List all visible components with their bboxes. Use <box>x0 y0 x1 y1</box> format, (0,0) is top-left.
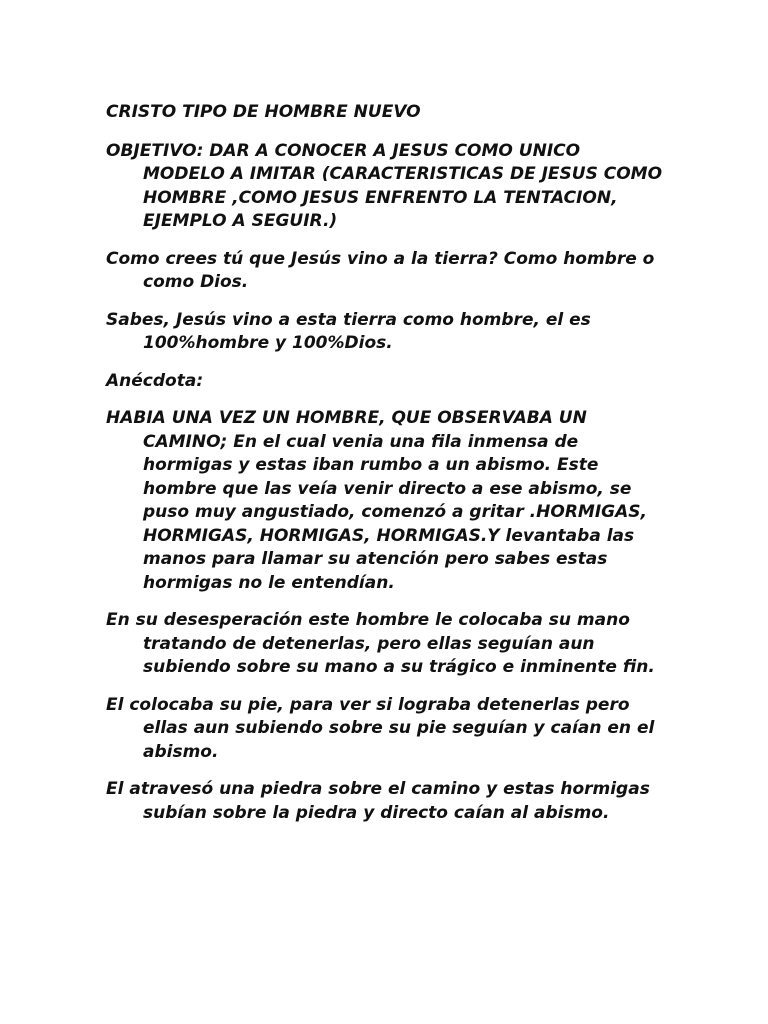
story-paragraph-2: En su desesperación este hombre le colocaba su mano tratando de detenerlas, pero ellas seguían aun subiendo sobre su mano a su trágico e inminente fin. <box>106 610 655 677</box>
document-body <box>106 101 666 839</box>
question-paragraph: Como crees tú que Jesús vino a la tierra? Como hombre o como Dios. <box>106 248 655 292</box>
objective-paragraph: OBJETIVO: DAR A CONOCER A JESUS COMO UNICO MODELO A IMITAR (CARACTERISTICAS DE JESUS COMO HOMBRE ,COMO JESUS ENFRENTO LA TENTACION, EJEMPLO A SEGUIR.) <box>106 140 663 231</box>
story-paragraph-4: El atravesó una piedra sobre el camino y estas hormigas subían sobre la piedra y directo caían al abismo. <box>106 779 650 823</box>
answer-paragraph: Sabes, Jesús vino a esta tierra como hombre, el es 100%hombre y 100%Dios. <box>106 309 591 353</box>
story-paragraph-1: HABIA UNA VEZ UN HOMBRE, QUE OBSERVABA UN CAMINO; En el cual venia una fila inmensa de hormigas y estas iban rumbo a un abismo. Este hombre que las veía venir directo a ese abismo, se puso muy angustiado, comenzó a gritar .HORMIGAS, HORMIGAS, HORMIGAS, HORMIGAS.Y levantaba las manos para llamar su atención pero sabes estas hormigas no le entendían. <box>106 408 647 593</box>
document-title: CRISTO TIPO DE HOMBRE NUEVO <box>106 102 421 122</box>
story-paragraph-3: El colocaba su pie, para ver si lograba detenerlas pero ellas aun subiendo sobre su pie seguían y caían en el abismo. <box>106 694 655 762</box>
anecdote-heading: Anécdota: <box>106 370 204 391</box>
